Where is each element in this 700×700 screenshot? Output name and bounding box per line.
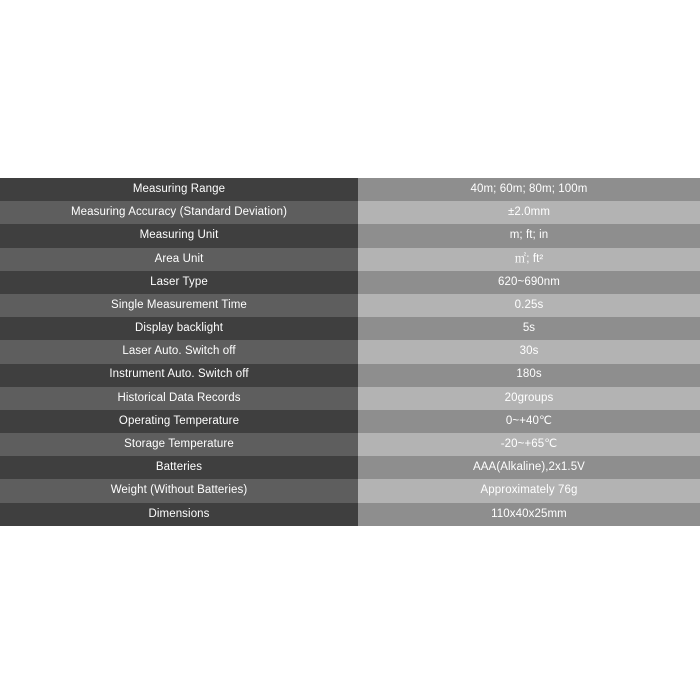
spec-value: m; ft; in: [358, 224, 700, 247]
table-row: [0, 178, 700, 201]
spec-value: 0~+40℃: [358, 410, 700, 433]
specifications-table-body: [0, 178, 700, 526]
spec-label: Laser Type: [0, 271, 358, 294]
spec-label: Instrument Auto. Switch off: [0, 364, 358, 387]
spec-label: Measuring Range: [0, 178, 358, 201]
table-row: [0, 410, 700, 433]
table-row: [0, 456, 700, 479]
spec-value: ±2.0mm: [358, 201, 700, 224]
table-row: [0, 433, 700, 456]
spec-value: AAA(Alkaline),2x1.5V: [358, 456, 700, 479]
table-row: [0, 503, 700, 526]
table-row: [0, 271, 700, 294]
spec-value: 110x40x25mm: [358, 503, 700, 526]
table-row: [0, 224, 700, 247]
table-row: [0, 479, 700, 502]
spec-value: 20groups: [358, 387, 700, 410]
spec-value: ㎡; ft²: [358, 248, 700, 271]
spec-value: 40m; 60m; 80m; 100m: [358, 178, 700, 201]
spec-value: Approximately 76g: [358, 479, 700, 502]
table-row: [0, 317, 700, 340]
spec-label: Measuring Unit: [0, 224, 358, 247]
specifications-table: [0, 178, 700, 526]
spec-label: Storage Temperature: [0, 433, 358, 456]
spec-label: Dimensions: [0, 503, 358, 526]
spec-value: 5s: [358, 317, 700, 340]
spec-label: Measuring Accuracy (Standard Deviation): [0, 201, 358, 224]
spec-value: 180s: [358, 364, 700, 387]
table-row: [0, 201, 700, 224]
spec-label: Laser Auto. Switch off: [0, 340, 358, 363]
spec-value: 30s: [358, 340, 700, 363]
spec-value: -20~+65℃: [358, 433, 700, 456]
table-row: [0, 340, 700, 363]
table-row: [0, 364, 700, 387]
spec-label: Operating Temperature: [0, 410, 358, 433]
spec-label: Area Unit: [0, 248, 358, 271]
spec-label: Weight (Without Batteries): [0, 479, 358, 502]
spec-label: Display backlight: [0, 317, 358, 340]
table-row: [0, 387, 700, 410]
spec-label: Batteries: [0, 456, 358, 479]
spec-label: Historical Data Records: [0, 387, 358, 410]
spec-value: 0.25s: [358, 294, 700, 317]
spec-label: Single Measurement Time: [0, 294, 358, 317]
spec-value: 620~690nm: [358, 271, 700, 294]
table-row: [0, 294, 700, 317]
table-row: [0, 248, 700, 271]
